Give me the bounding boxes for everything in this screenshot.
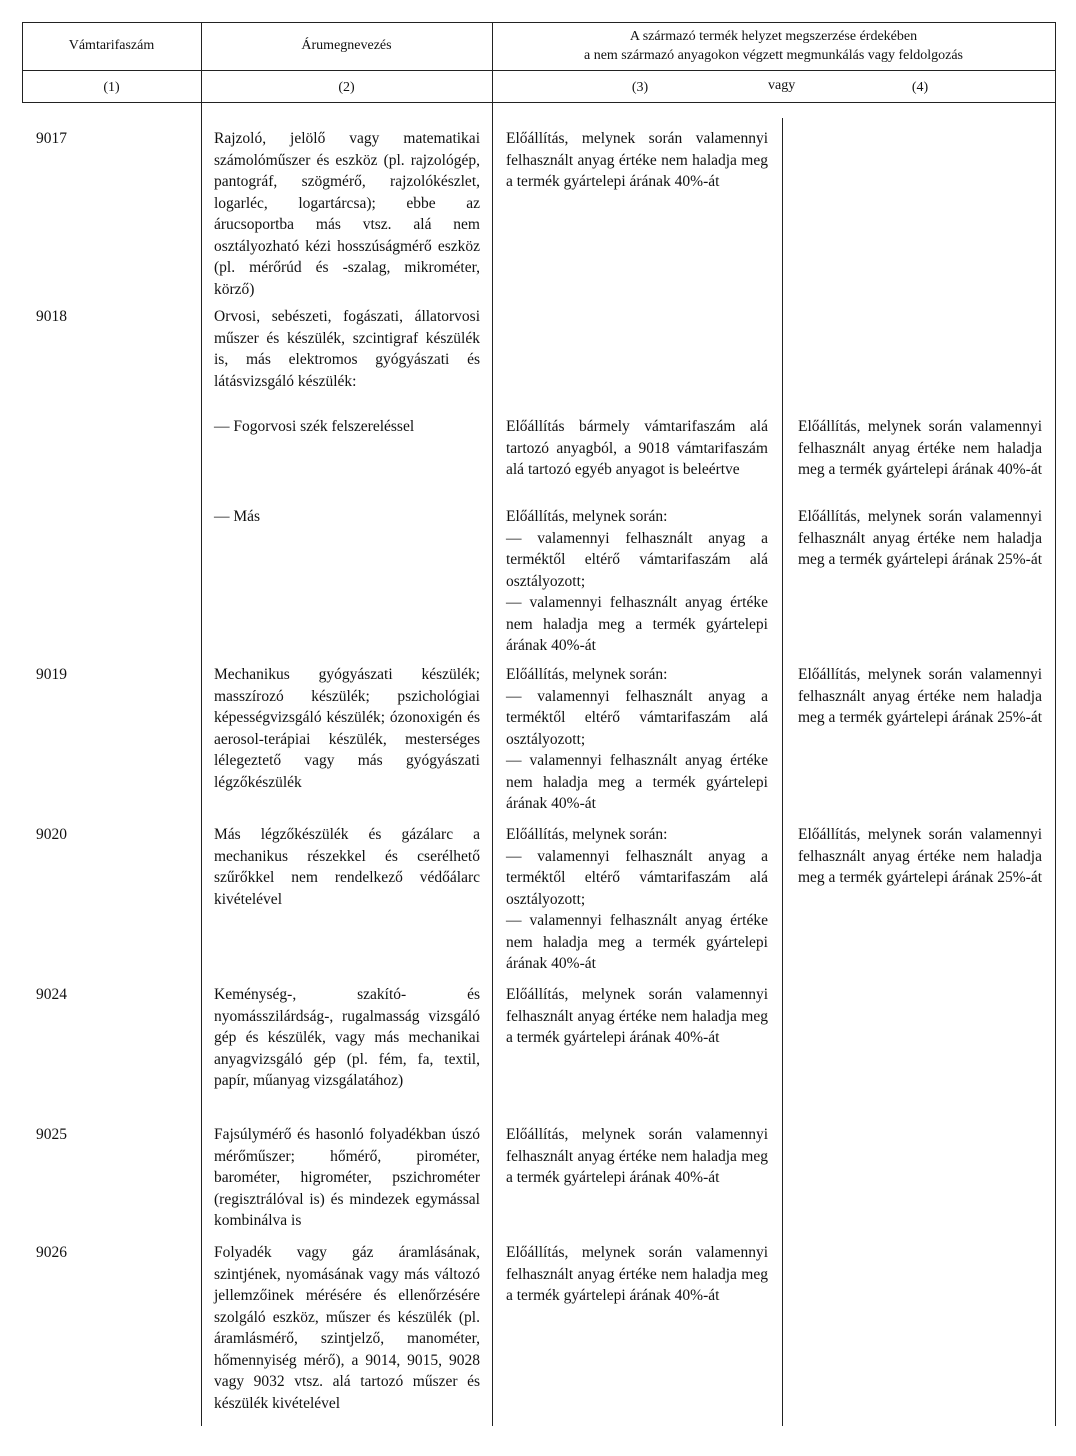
row-9017-rule3: Előállítás, melynek során valamennyi felhasznált anyag értéke nem haladja meg a termék gyártelepi árának 40%-át [506,130,768,190]
column-number-3: (3) [631,80,649,95]
row-9026-rule3: Előállítás, melynek során valamennyi felhasznált anyag értéke nem haladja meg a termék gyártelepi árának 40%-át [506,1244,768,1304]
row-9019-code: 9019 [36,666,67,683]
header-col34-title-line1: A származó termék helyzet megszerzése érdekében [629,29,918,44]
row-9019-description: Mechanikus gyógyászati készülék; masszírozó készülék; pszichológiai képességvizsgáló készülék; ózonoxigén és aerosol-terápiai készülék, mesterséges lélegeztető vagy más gyógyászati légzőkészülék [214,666,480,791]
row-9018-other-rule3: Előállítás, melynek során: — valamennyi felhasznált anyag a terméktől eltérő vámtarifaszám alá osztályozott; — valamennyi felhasznált anyag értéke nem haladja meg a termék gyártelepi árának 40%-át [506,508,768,654]
row-9020-code: 9020 [36,826,67,843]
row-9024-rule3: Előállítás, melynek során valamennyi felhasznált anyag értéke nem haladja meg a termék gyártelepi árának 40%-át [506,986,768,1046]
row-9018-other-rule4: Előállítás, melynek során valamennyi felhasznált anyag értéke nem haladja meg a termék gyártelepi árának 25%-át [798,508,1043,568]
column-number-1: (1) [103,80,120,95]
col1-col2-divider [201,22,202,1426]
row-9020-rule4: Előállítás, melynek során valamennyi felhasznált anyag értéke nem haladja meg a termék gyártelepi árának 25%-át [798,826,1043,886]
row-9019-rule3: Előállítás, melynek során: — valamennyi felhasznált anyag a terméktől eltérő vámtarifaszám alá osztályozott; — valamennyi felhasznált anyag értéke nem haladja meg a termék gyártelepi árának 40%-át [506,666,768,812]
table-right-border [1055,22,1056,1426]
row-9025-description: Fajsúlymérő és hasonló folyadékban úszó mérőműszer; hőmérő, pirométer, barométer, higrométer, pszichrométer (regisztrálóval is) és mindezek egymással kombinálva is [214,1126,480,1229]
row-9024-description: Keménység-, szakító- és nyomásszilárdság-, rugalmasság vizsgáló gép és készülék, vagy más mechanikai anyagvizsgáló gép (pl. fém, fa, textil, papír, műanyag vizsgálatához) [214,986,480,1089]
row-9020-description: Más légzőkészülék és gázálarc a mechanikus részekkel és cserélhető szűrőkkel nem rendelkező védőálarc kivételével [214,826,480,908]
row-9025-code: 9025 [36,1126,67,1143]
table-top-border [22,22,1056,23]
row-9024-code: 9024 [36,986,67,1003]
header-col1-title: Vámtarifaszám [68,38,155,53]
row-9026-code: 9026 [36,1244,67,1261]
column-number-4: (4) [911,80,929,95]
row-9018-other-description: — Más [214,508,261,525]
row-9017-description: Rajzoló, jelölő vagy matematikai számolóműszer és eszköz (pl. rajzológép, pantográf, szögmérő, rajzolókészlet, logarléc, logartárcsa); ebbe az árucsoportba más vtsz. alá nem osztályozható kézi hosszúságmérő eszköz (pl. mérőrúd és -szalag, mikrométer, körző) [214,130,480,298]
row-9019-rule4: Előállítás, melynek során valamennyi felhasznált anyag értéke nem haladja meg a termék gyártelepi árának 25%-át [798,666,1043,726]
row-9026-description: Folyadék vagy gáz áramlásának, szintjének, nyomásának vagy más változó jellemzőinek mérésére és ellenőrzésére szolgáló eszköz, műszer és készülék (pl. áramlásmérő, szintjelző, manométer, hőmennyiség mérő), a 9014, 9015, 9028 vagy 9032 vtsz. alá tartozó műszer és készülék kivételével [214,1244,480,1412]
column-or-label: vagy [768,78,796,93]
row-9018-dental-chair-rule3: Előállítás bármely vámtarifaszám alá tartozó anyagból, a 9018 vámtarifaszám alá tartozó egyéb anyagot is beleértve [506,418,768,478]
row-9017-code: 9017 [36,130,67,147]
row-9018-description: Orvosi, sebészeti, fogászati, állatorvosi műszer és készülék, szcintigraf készülék is, más elektromos gyógyászati és látásvizsgáló készülék: [214,308,480,390]
col3-col4-divider [782,118,783,1426]
row-9025-rule3: Előállítás, melynek során valamennyi felhasznált anyag értéke nem haladja meg a termék gyártelepi árának 40%-át [506,1126,768,1186]
header-col2-title: Árumegnevezés [301,38,392,53]
number-row-bottom-border [22,102,1056,103]
column-number-2: (2) [338,80,355,95]
col2-col3-divider [492,22,493,1426]
row-9018-code: 9018 [36,308,67,325]
row-9018-dental-chair-description: — Fogorvosi szék felszereléssel [214,418,415,435]
header-col34-title-line2: a nem származó anyagokon végzett megmunkálás vagy feldolgozás [583,48,964,63]
row-9018-dental-chair-rule4: Előállítás, melynek során valamennyi felhasznált anyag értéke nem haladja meg a termék gyártelepi árának 40%-át [798,418,1043,478]
row-9020-rule3: Előállítás, melynek során: — valamennyi felhasznált anyag a terméktől eltérő vámtarifaszám alá osztályozott; — valamennyi felhasznált anyag értéke nem haladja meg a termék gyártelepi árának 40%-át [506,826,768,972]
header-bottom-border [22,70,1056,71]
